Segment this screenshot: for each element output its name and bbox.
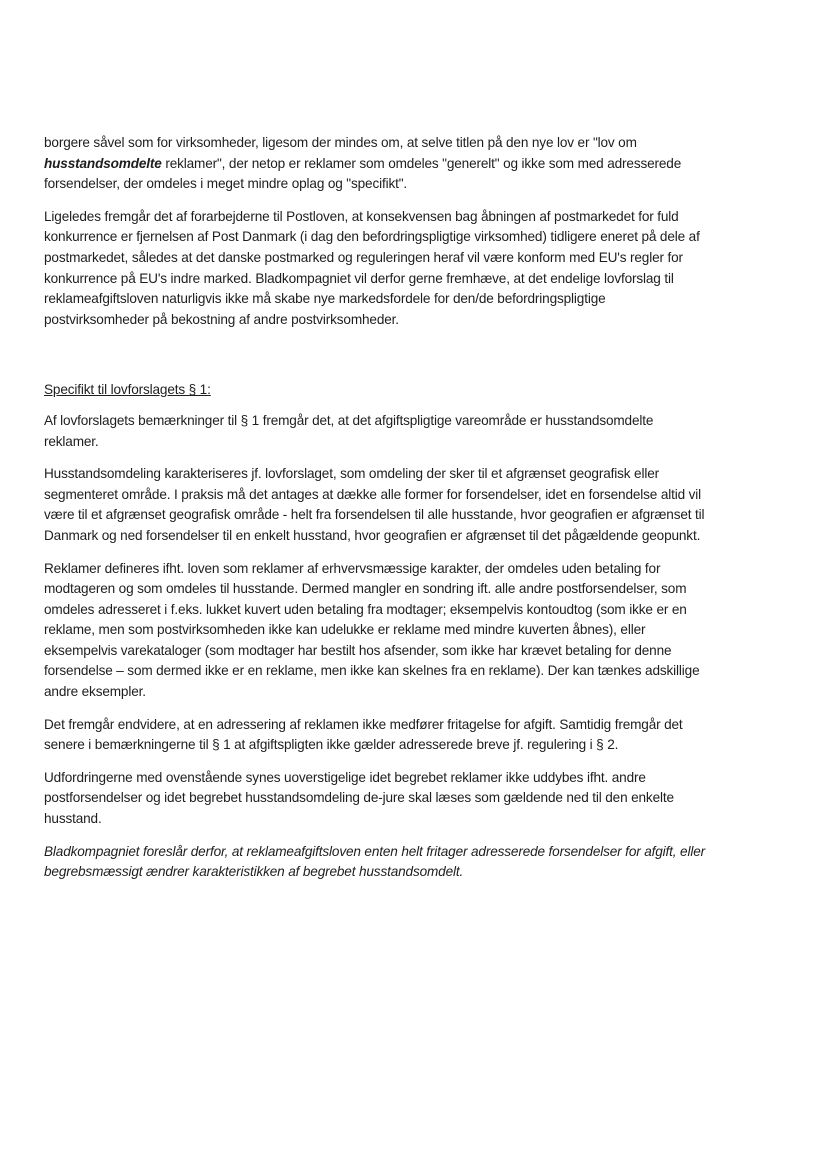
- paragraph-8-proposal: Bladkompagniet foreslår derfor, at reklameafgiftsloven enten helt fritager adresserede forsendelser for afgift, eller begrebsmæssigt ændrer karakteristikken af begrebet husstandsomdelt.: [44, 843, 705, 880]
- paragraph-1-text-c: reklamer", der netop er reklamer som omdeles "generelt" og ikke som med adresserede forsendelser, der omdeles i meget mindre oplag og "specifikt".: [44, 155, 682, 192]
- paragraph-6: Det fremgår endvidere, at en adressering af reklamen ikke medfører fritagelse for afgift. Samtidig fremgår det senere i bemærkningerne til § 1 at afgiftspligten ikke gælder adresserede breve jf. regulering i § 2.: [44, 716, 683, 753]
- document-body: [44, 133, 708, 883]
- paragraph-2: Ligeledes fremgår det af forarbejderne til Postloven, at konsekvensen bag åbningen af postmarkedet for fuld konkurrence er fjernelsen af Post Danmark (i dag den befordringspligtige virksomhed) tidligere eneret på dele af postmarkedet, således at det danske postmarked og reguleringen heraf vil være konform med EU's regler for konkurrence på EU's indre marked. Bladkompagniet vil derfor gerne fremhæve, at det endelige lovforslag til reklameafgiftsloven naturligvis ikke må skabe nye markedsfordele for den/de befordringspligtige postvirksomheder på bekostning af andre postvirksomheder.: [44, 208, 700, 327]
- paragraph-1-emphasis: husstandsomdelte: [44, 155, 162, 171]
- paragraph-1-text-a: borgere såvel som for virksomheder, ligesom der mindes om, at selve titlen på den nye lov er "lov om: [44, 135, 637, 150]
- section-heading: Specifikt til lovforslagets § 1:: [44, 382, 211, 398]
- paragraph-5: Reklamer defineres ifht. loven som reklamer af erhvervsmæssige karakter, der omdeles uden betaling for modtageren og som omdeles til husstande. Dermed mangler en sondring ift. alle andre postforsendelser, som omdeles adresseret i f.eks. lukket kuvert uden betaling fra modtager; eksempelvis kontoudtog (som ikke er en reklame, men som postvirksomheden ikke kan udelukke er reklame med mindre kuverten åbnes), eller eksempelvis varekataloger (som modtager har bestilt hos afsender, som ikke har krævet betaling for denne forsendelse – som dermed ikke er en reklame, men ikke kan skelnes fra en reklame). Der kan tænkes adskillige andre eksempler.: [44, 560, 700, 700]
- paragraph-7: Udfordringerne med ovenstående synes uoverstigelige idet begrebet reklamer ikke uddybes ifht. andre postforsendelser og idet begrebet husstandsomdeling de-jure skal læses som gældende ned til den enkelte husstand.: [44, 769, 674, 827]
- paragraph-1: [44, 133, 708, 195]
- paragraph-4: Husstandsomdeling karakteriseres jf. lovforslaget, som omdeling der sker til et afgrænset geografisk eller segmenteret område. I praksis må det antages at dække alle former for forsendelser, idet en forsendelse altid vil være til et afgrænset geografisk område - helt fra forsendelsen til alle husstande, hvor geografien er afgrænset til Danmark og ned forsendelser til en enkelt husstand, hvor geografien er afgrænset til det pågældende geopunkt.: [44, 466, 705, 543]
- paragraph-3: Af lovforslagets bemærkninger til § 1 fremgår det, at det afgiftspligtige vareområde er husstandsomdelte reklamer.: [44, 412, 654, 449]
